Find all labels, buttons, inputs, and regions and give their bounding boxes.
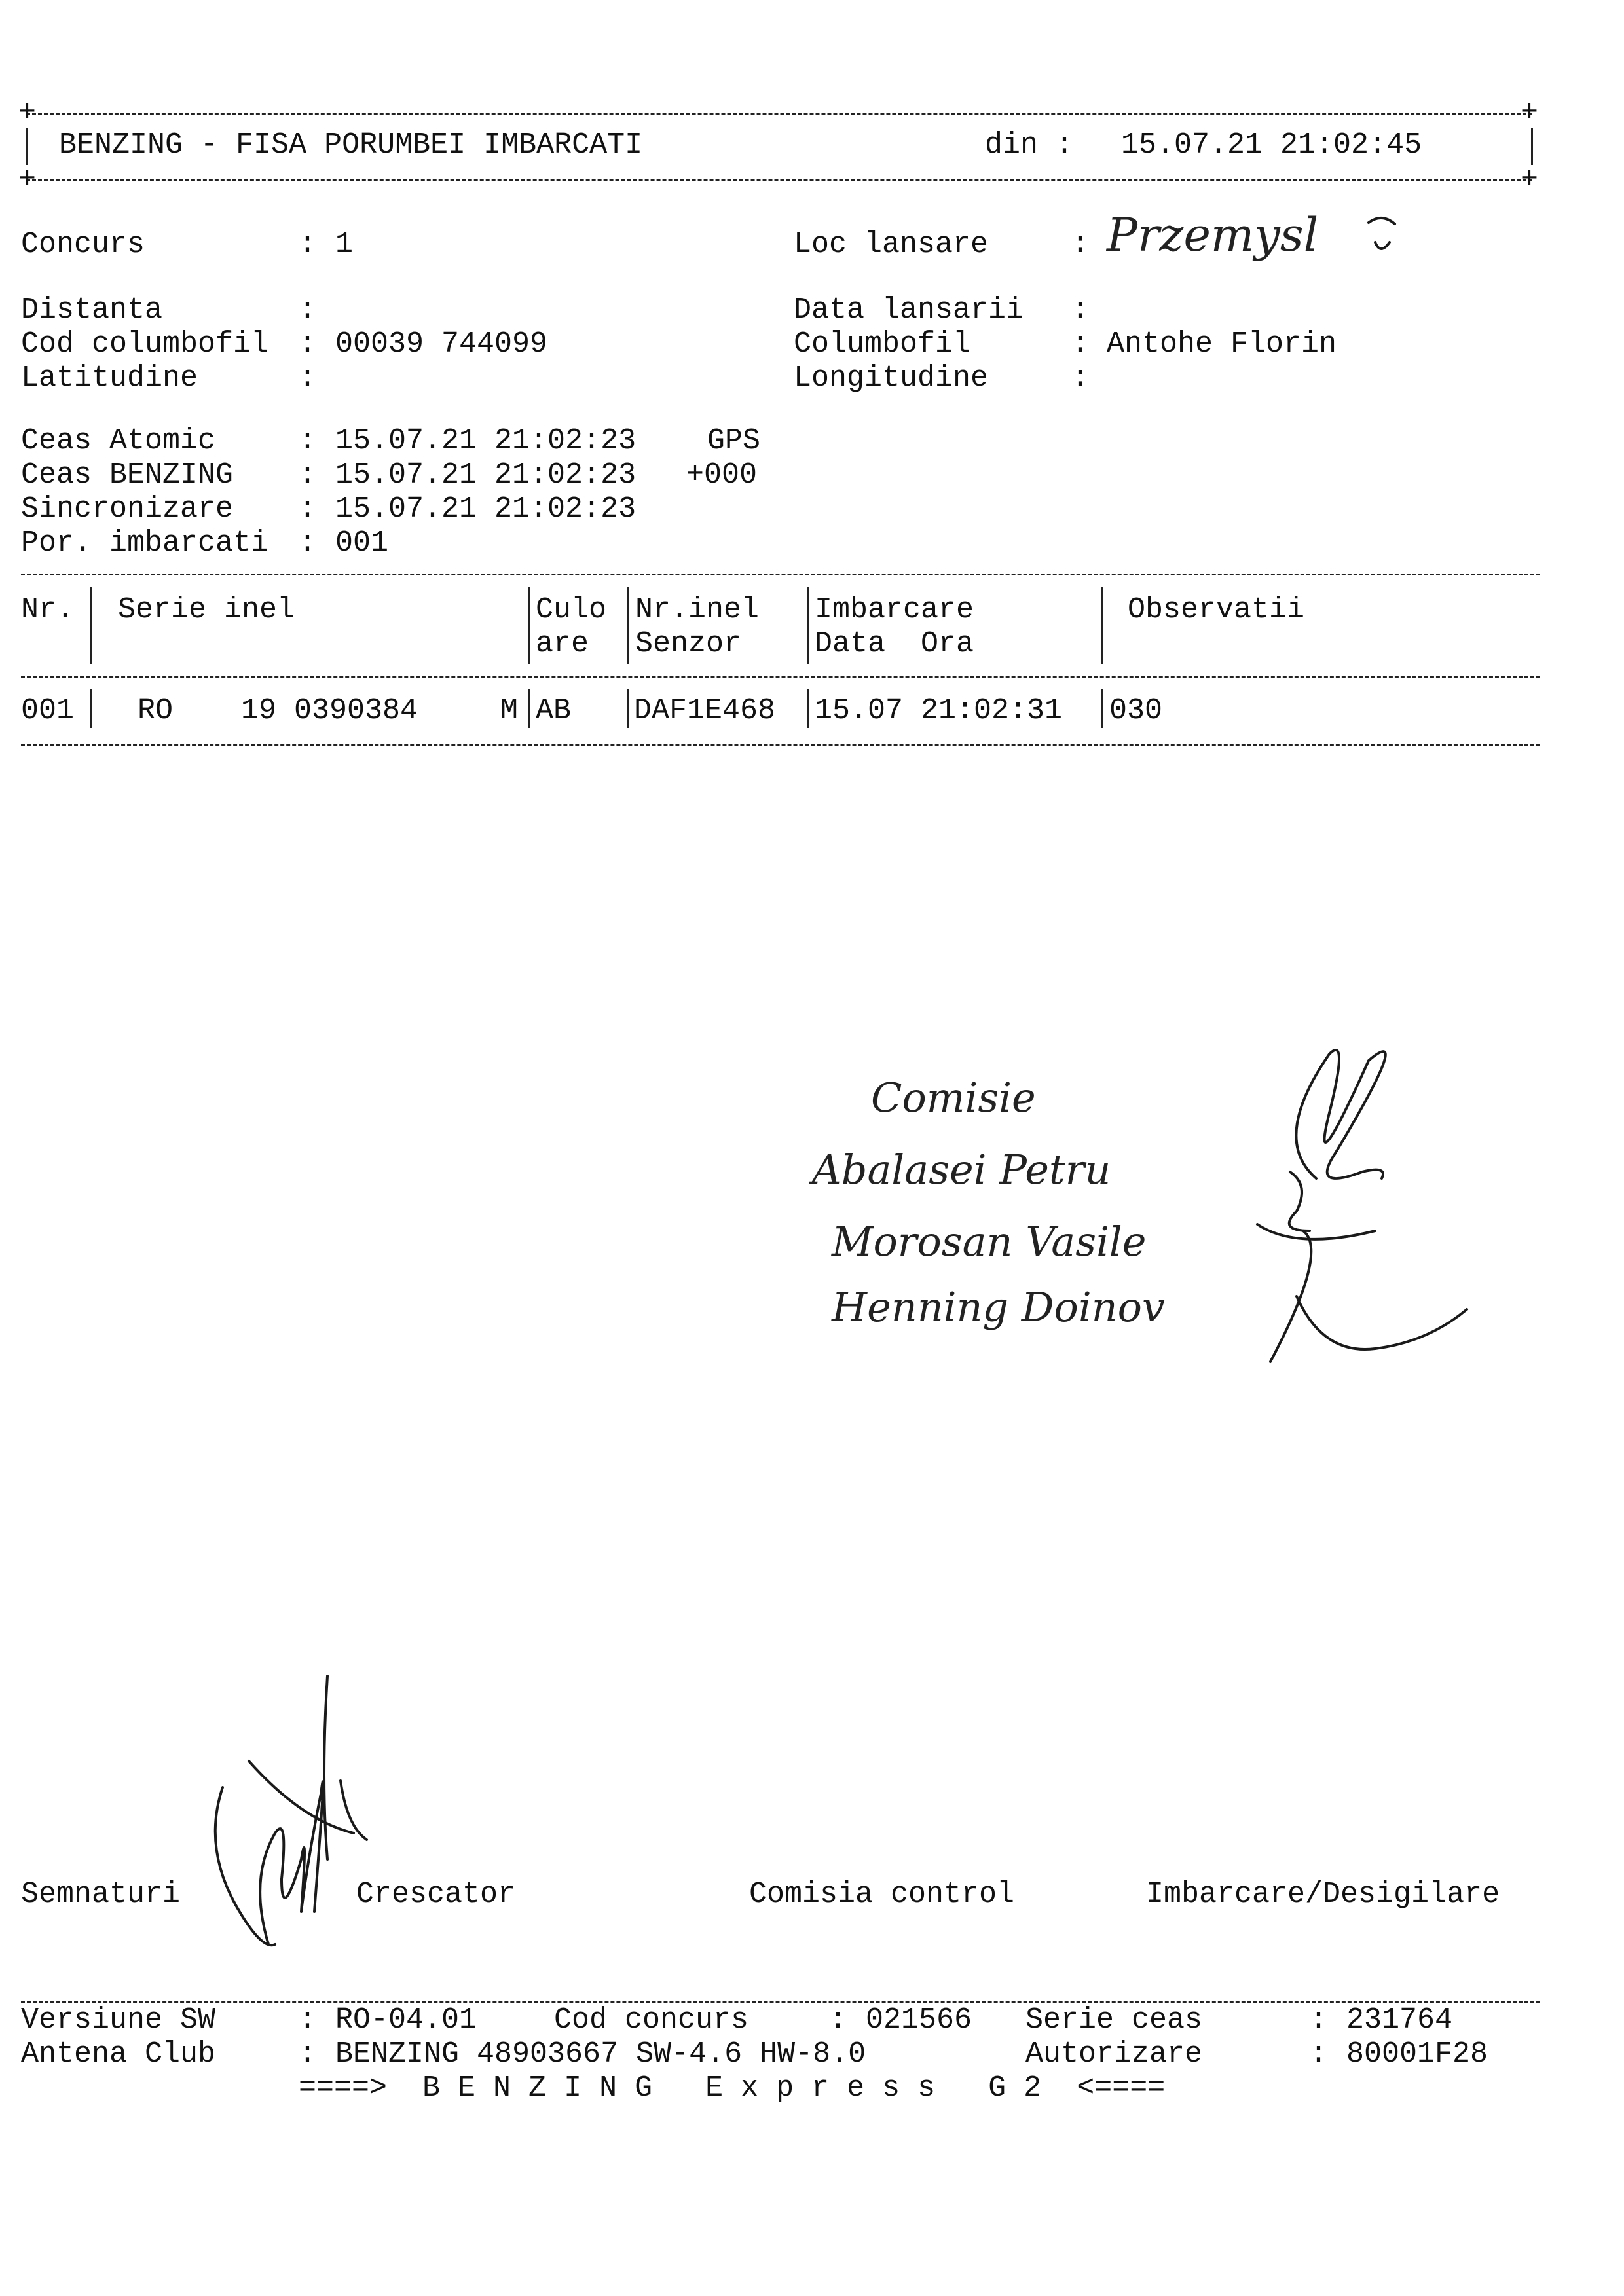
col-header-nr-inel: Nr.inel [635, 593, 760, 627]
concurs-value: 1 [335, 228, 354, 261]
column-separator [90, 587, 92, 664]
header-corner: + [1521, 96, 1539, 130]
ceas-benzing-label: Ceas BENZING [21, 458, 234, 492]
column-separator [1101, 587, 1103, 664]
commission-line: Comisie [871, 1074, 1036, 1121]
commission-line: Henning Doinov [832, 1283, 1165, 1331]
cell-observatii: 030 [1109, 694, 1163, 727]
header-corner: + [18, 96, 37, 130]
cod-concurs-label: Cod concurs [554, 2003, 749, 2037]
column-separator [1101, 689, 1103, 728]
autorizare-label: Autorizare [1025, 2037, 1203, 2071]
crescator-label: Crescator [356, 1878, 516, 1911]
colon: : [299, 327, 317, 361]
serie-ceas-value: 231764 [1346, 2003, 1453, 2037]
colon: : [299, 361, 317, 395]
footer-separator [21, 2001, 1540, 2003]
cod-concurs-value: 021566 [866, 2003, 972, 2037]
col-header-serie-inel: Serie inel [118, 593, 295, 627]
antena-club-label: Antena Club [21, 2037, 216, 2071]
header-left-border [26, 128, 28, 165]
cod-columbofil-label: Cod columbofil [21, 327, 269, 361]
ceas-atomic-suffix: GPS [707, 424, 761, 458]
serie-ceas-label: Serie ceas [1025, 2003, 1203, 2037]
header-top-border [26, 113, 1532, 115]
colon: : [299, 293, 317, 327]
col-header-senzor: Senzor [635, 627, 742, 661]
commission-line: Morosan Vasile [832, 1218, 1147, 1266]
column-separator [627, 689, 629, 728]
column-separator [528, 689, 530, 728]
header-bottom-border [26, 179, 1532, 181]
cell-country: RO [138, 694, 174, 727]
ceas-atomic-value: 15.07.21 21:02:23 [335, 424, 637, 458]
handwriting-mark-icon [1362, 216, 1414, 275]
table-top-border [21, 574, 1540, 575]
col-header-culoare: Culo [536, 593, 607, 627]
breeder-signature-icon [210, 1663, 380, 1971]
versiune-sw-value: RO-04.01 [335, 2003, 477, 2037]
document-title: BENZING - FISA PORUMBEI IMBARCATI [59, 128, 643, 162]
colon: : [299, 2037, 317, 2071]
header-right-border [1531, 128, 1533, 165]
latitudine-label: Latitudine [21, 361, 198, 395]
cell-imbarcare: 15.07 21:02:31 [815, 694, 1063, 727]
col-header-nr: Nr. [21, 593, 75, 627]
colon: : [299, 526, 317, 560]
column-separator [807, 587, 809, 664]
cell-culoare: AB [536, 694, 572, 727]
colon: : [829, 2003, 847, 2037]
colon: : [299, 492, 317, 526]
cell-nr: 001 [21, 694, 75, 727]
sincronizare-label: Sincronizare [21, 492, 234, 526]
longitudine-label: Longitudine [794, 361, 989, 395]
colon: : [1071, 361, 1090, 395]
colon: : [1071, 228, 1090, 261]
colon: : [1071, 293, 1090, 327]
colon: : [299, 458, 317, 492]
antena-club-value: BENZING 48903667 SW-4.6 HW-8.0 [335, 2037, 866, 2071]
benzing-express-banner: ====> B E N Z I N G E x p r e s s G 2 <==== [299, 2071, 1166, 2105]
commission-line: Abalasei Petru [812, 1146, 1111, 1194]
ceas-atomic-label: Ceas Atomic [21, 424, 216, 458]
distanta-label: Distanta [21, 293, 163, 327]
colon: : [1071, 327, 1090, 361]
columbofil-label: Columbofil [794, 327, 971, 361]
column-separator [807, 689, 809, 728]
colon: : [299, 2003, 317, 2037]
commission-signature-icon [1218, 1034, 1493, 1375]
por-imbarcati-value: 001 [335, 526, 389, 560]
cell-sex: M [500, 694, 519, 727]
columbofil-value: Antohe Florin [1107, 327, 1337, 361]
column-separator [90, 689, 92, 728]
semnaturi-label: Semnaturi [21, 1878, 181, 1911]
versiune-sw-label: Versiune SW [21, 2003, 216, 2037]
header-corner: + [18, 163, 37, 196]
din-label: din : [985, 128, 1074, 162]
column-separator [627, 587, 629, 664]
concurs-label: Concurs [21, 228, 145, 261]
printed-timestamp: 15.07.21 21:02:45 [1121, 128, 1422, 162]
ceas-benzing-value: 15.07.21 21:02:23 [335, 458, 637, 492]
loc-lansare-label: Loc lansare [794, 228, 989, 261]
colon: : [299, 424, 317, 458]
header-corner: + [1521, 163, 1539, 196]
colon: : [299, 228, 317, 261]
cod-columbofil-value: 00039 744099 [335, 327, 548, 361]
por-imbarcati-label: Por. imbarcati [21, 526, 269, 560]
colon: : [1310, 2003, 1328, 2037]
cell-serie: 19 0390384 [241, 694, 418, 727]
col-header-culoare-2: are [536, 627, 589, 661]
colon: : [1310, 2037, 1328, 2071]
column-separator [528, 587, 530, 664]
imbarcare-desigilare-label: Imbarcare/Desigilare [1146, 1878, 1500, 1911]
comisia-control-label: Comisia control [749, 1878, 1015, 1911]
col-header-imbarcare: Imbarcare [815, 593, 974, 627]
col-header-observatii: Observatii [1128, 593, 1305, 627]
sincronizare-value: 15.07.21 21:02:23 [335, 492, 637, 526]
loc-lansare-handwritten: Przemysl [1107, 208, 1319, 262]
col-header-data-ora: Data Ora [815, 627, 974, 661]
data-lansarii-label: Data lansarii [794, 293, 1024, 327]
table-bottom-border [21, 744, 1540, 746]
table-header-border [21, 676, 1540, 678]
autorizare-value: 80001F28 [1346, 2037, 1488, 2071]
ceas-benzing-suffix: +000 [686, 458, 758, 492]
cell-senzor: DAF1E468 [634, 694, 776, 727]
